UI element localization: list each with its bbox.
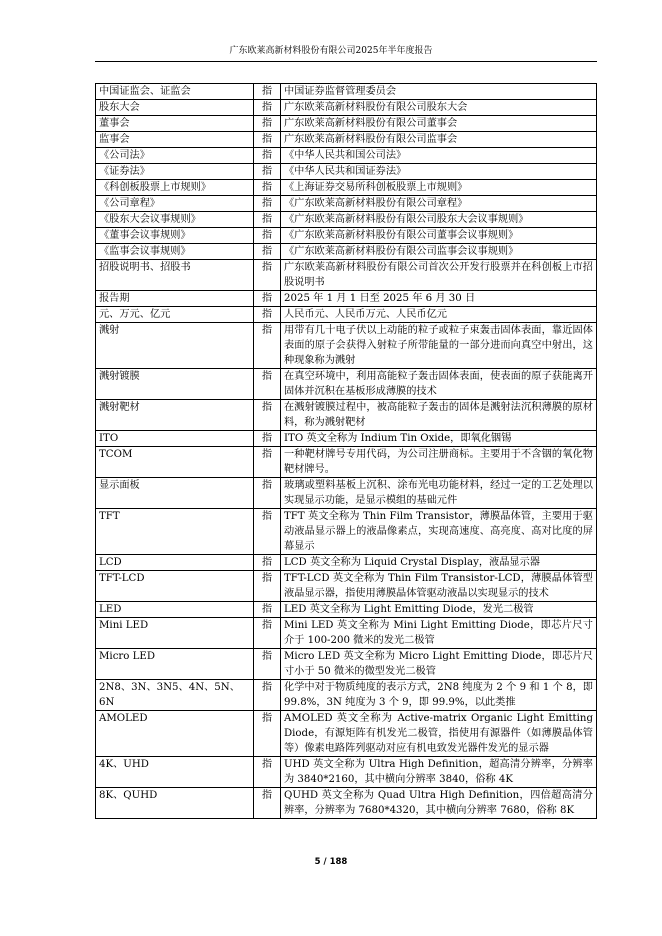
definition-desc: Mini LED 英文全称为 Mini Light Emitting Diode，即芯片尺寸介于 100-200 微米的发光二极管 [281,618,597,649]
definition-term: 董事会 [96,116,254,132]
definition-term: ITO [96,431,254,447]
definition-ref: 指 [254,180,281,196]
table-row [96,602,597,618]
definition-ref: 指 [254,307,281,323]
definition-ref: 指 [254,649,281,680]
definition-desc: 中国证券监督管理委员会 [281,84,597,100]
table-row [96,180,597,196]
definition-ref: 指 [254,400,281,431]
definition-desc: 在溅射镀膜过程中，被高能粒子轰击的固体是溅射法沉积薄膜的原材料，称为溅射靶材 [281,400,597,431]
definition-ref: 指 [254,212,281,228]
table-row [96,649,597,680]
definition-term: 报告期 [96,291,254,307]
definition-desc: UHD 英文全称为 Ultra High Definition，超高清分辨率，分辨率为 3840*2160，其中横向分辨率 3840，俗称 4K [281,757,597,788]
definition-desc: 广东欧莱高新材料股份有限公司首次公开发行股票并在科创板上市招股说明书 [281,260,597,291]
table-row [96,132,597,148]
table-row [96,164,597,180]
definition-term: 显示面板 [96,478,254,509]
definition-desc: Micro LED 英文全称为 Micro Light Emitting Diode，即芯片尺寸小于 50 微米的微型发光二极管 [281,649,597,680]
definition-desc: 玻璃或塑料基板上沉积、涂布光电功能材料，经过一定的工艺处理以实现显示功能，是显示模组的基础元件 [281,478,597,509]
definition-ref: 指 [254,100,281,116]
definition-desc: 广东欧莱高新材料股份有限公司董事会 [281,116,597,132]
table-row [96,244,597,260]
definition-ref: 指 [254,509,281,555]
definition-term: Mini LED [96,618,254,649]
table-row [96,757,597,788]
definition-desc: 2025 年 1 月 1 日至 2025 年 6 月 30 日 [281,291,597,307]
table-row [96,711,597,757]
definition-ref: 指 [254,228,281,244]
definition-term: 《监事会议事规则》 [96,244,254,260]
definition-ref: 指 [254,555,281,571]
definition-term: 股东大会 [96,100,254,116]
definition-ref: 指 [254,788,281,819]
definition-desc: 化学中对于物质纯度的表示方式，2N8 纯度为 2 个 9 和 1 个 8，即 99.8%，3N 纯度为 3 个 9，即 99.9%，以此类推 [281,680,597,711]
table-row [96,680,597,711]
definition-ref: 指 [254,447,281,478]
header-divider [95,61,597,62]
page-header: 广东欧莱高新材料股份有限公司2025年半年度报告 [229,46,433,56]
definition-ref: 指 [254,478,281,509]
table-row [96,618,597,649]
definition-desc: 《广东欧莱高新材料股份有限公司章程》 [281,196,597,212]
definition-ref: 指 [254,260,281,291]
definition-desc: 《中华人民共和国公司法》 [281,148,597,164]
definition-ref: 指 [254,84,281,100]
definition-ref: 指 [254,132,281,148]
table-row [96,509,597,555]
definition-term: 溅射镀膜 [96,369,254,400]
definition-ref: 指 [254,757,281,788]
definition-ref: 指 [254,431,281,447]
definition-desc: 在真空环境中，利用高能粒子轰击固体表面，使表面的原子获能离开固体并沉积在基板形成薄膜的技术 [281,369,597,400]
definition-term: TFT-LCD [96,571,254,602]
definition-desc: LED 英文全称为 Light Emitting Diode，发光二极管 [281,602,597,618]
definition-ref: 指 [254,244,281,260]
definition-desc: 一种靶材牌号专用代码，为公司注册商标。主要用于不含铟的氧化物靶材牌号。 [281,447,597,478]
definition-ref: 指 [254,618,281,649]
definition-ref: 指 [254,571,281,602]
definition-ref: 指 [254,711,281,757]
table-row [96,555,597,571]
definition-ref: 指 [254,148,281,164]
definition-ref: 指 [254,164,281,180]
definition-term: 《股东大会议事规则》 [96,212,254,228]
page-number: 5 / 188 [314,857,348,867]
definition-term: 元、万元、亿元 [96,307,254,323]
definition-desc: 《广东欧莱高新材料股份有限公司股东大会议事规则》 [281,212,597,228]
definition-desc: 用带有几十电子伏以上动能的粒子或粒子束轰击固体表面，靠近固体表面的原子会获得入射粒子所带能量的一部分进而向真空中射出，这种现象称为溅射 [281,323,597,369]
definition-desc: 《广东欧莱高新材料股份有限公司监事会议事规则》 [281,244,597,260]
definition-term: LCD [96,555,254,571]
definition-term: 监事会 [96,132,254,148]
definition-term: 《公司章程》 [96,196,254,212]
definition-desc: 广东欧莱高新材料股份有限公司监事会 [281,132,597,148]
definition-term: TFT [96,509,254,555]
definition-desc: QUHD 英文全称为 Quad Ultra High Definition，四倍超高清分辨率，分辨率为 7680*4320，其中横向分辨率 7680，俗称 8K [281,788,597,819]
definition-term: 《科创板股票上市规则》 [96,180,254,196]
definition-term: LED [96,602,254,618]
table-row [96,100,597,116]
definition-term: 中国证监会、证监会 [96,84,254,100]
table-row [96,196,597,212]
table-row [96,307,597,323]
definition-term: TCOM [96,447,254,478]
definitions-table [95,83,597,819]
definition-desc: AMOLED 英文全称为 Active-matrix Organic Light Emitting Diode，有源矩阵有机发光二极管，指使用有源器件（如薄膜晶体管等）像素电路阵列驱动对应有机电致发光器件发光的显示器 [281,711,597,757]
definition-term: 溅射靶材 [96,400,254,431]
table-row [96,400,597,431]
definition-desc: 广东欧莱高新材料股份有限公司股东大会 [281,100,597,116]
definition-ref: 指 [254,196,281,212]
definition-term: 招股说明书、招股书 [96,260,254,291]
definition-desc: TFT-LCD 英文全称为 Thin Film Transistor-LCD，薄膜晶体管型液晶显示器，指使用薄膜晶体管驱动液晶以实现显示的技术 [281,571,597,602]
table-row [96,116,597,132]
table-row [96,228,597,244]
table-row [96,369,597,400]
table-row [96,212,597,228]
table-row [96,431,597,447]
definition-term: 2N8、3N、3N5、4N、5N、6N [96,680,254,711]
definition-ref: 指 [254,323,281,369]
table-row [96,260,597,291]
definition-term: AMOLED [96,711,254,757]
definition-desc: 《中华人民共和国证券法》 [281,164,597,180]
table-row [96,84,597,100]
table-row [96,323,597,369]
table-row [96,148,597,164]
definition-ref: 指 [254,602,281,618]
definition-desc: 人民币元、人民币万元、人民币亿元 [281,307,597,323]
table-row [96,291,597,307]
table-row [96,478,597,509]
definition-term: 8K、QUHD [96,788,254,819]
definition-ref: 指 [254,291,281,307]
definition-desc: TFT 英文全称为 Thin Film Transistor，薄膜晶体管，主要用于驱动液晶显示器上的液晶像素点，实现高速度、高亮度、高对比度的屏幕显示 [281,509,597,555]
definition-desc: 《广东欧莱高新材料股份有限公司董事会议事规则》 [281,228,597,244]
definition-term: 《公司法》 [96,148,254,164]
definition-desc: LCD 英文全称为 Liquid Crystal Display，液晶显示器 [281,555,597,571]
definition-term: 溅射 [96,323,254,369]
definition-term: 4K、UHD [96,757,254,788]
definition-term: Micro LED [96,649,254,680]
definition-term: 《董事会议事规则》 [96,228,254,244]
definition-ref: 指 [254,680,281,711]
table-row [96,788,597,819]
definition-ref: 指 [254,369,281,400]
definition-desc: ITO 英文全称为 Indium Tin Oxide，即氧化铟锡 [281,431,597,447]
table-row [96,571,597,602]
definition-desc: 《上海证券交易所科创板股票上市规则》 [281,180,597,196]
table-row [96,447,597,478]
definition-ref: 指 [254,116,281,132]
definition-term: 《证券法》 [96,164,254,180]
